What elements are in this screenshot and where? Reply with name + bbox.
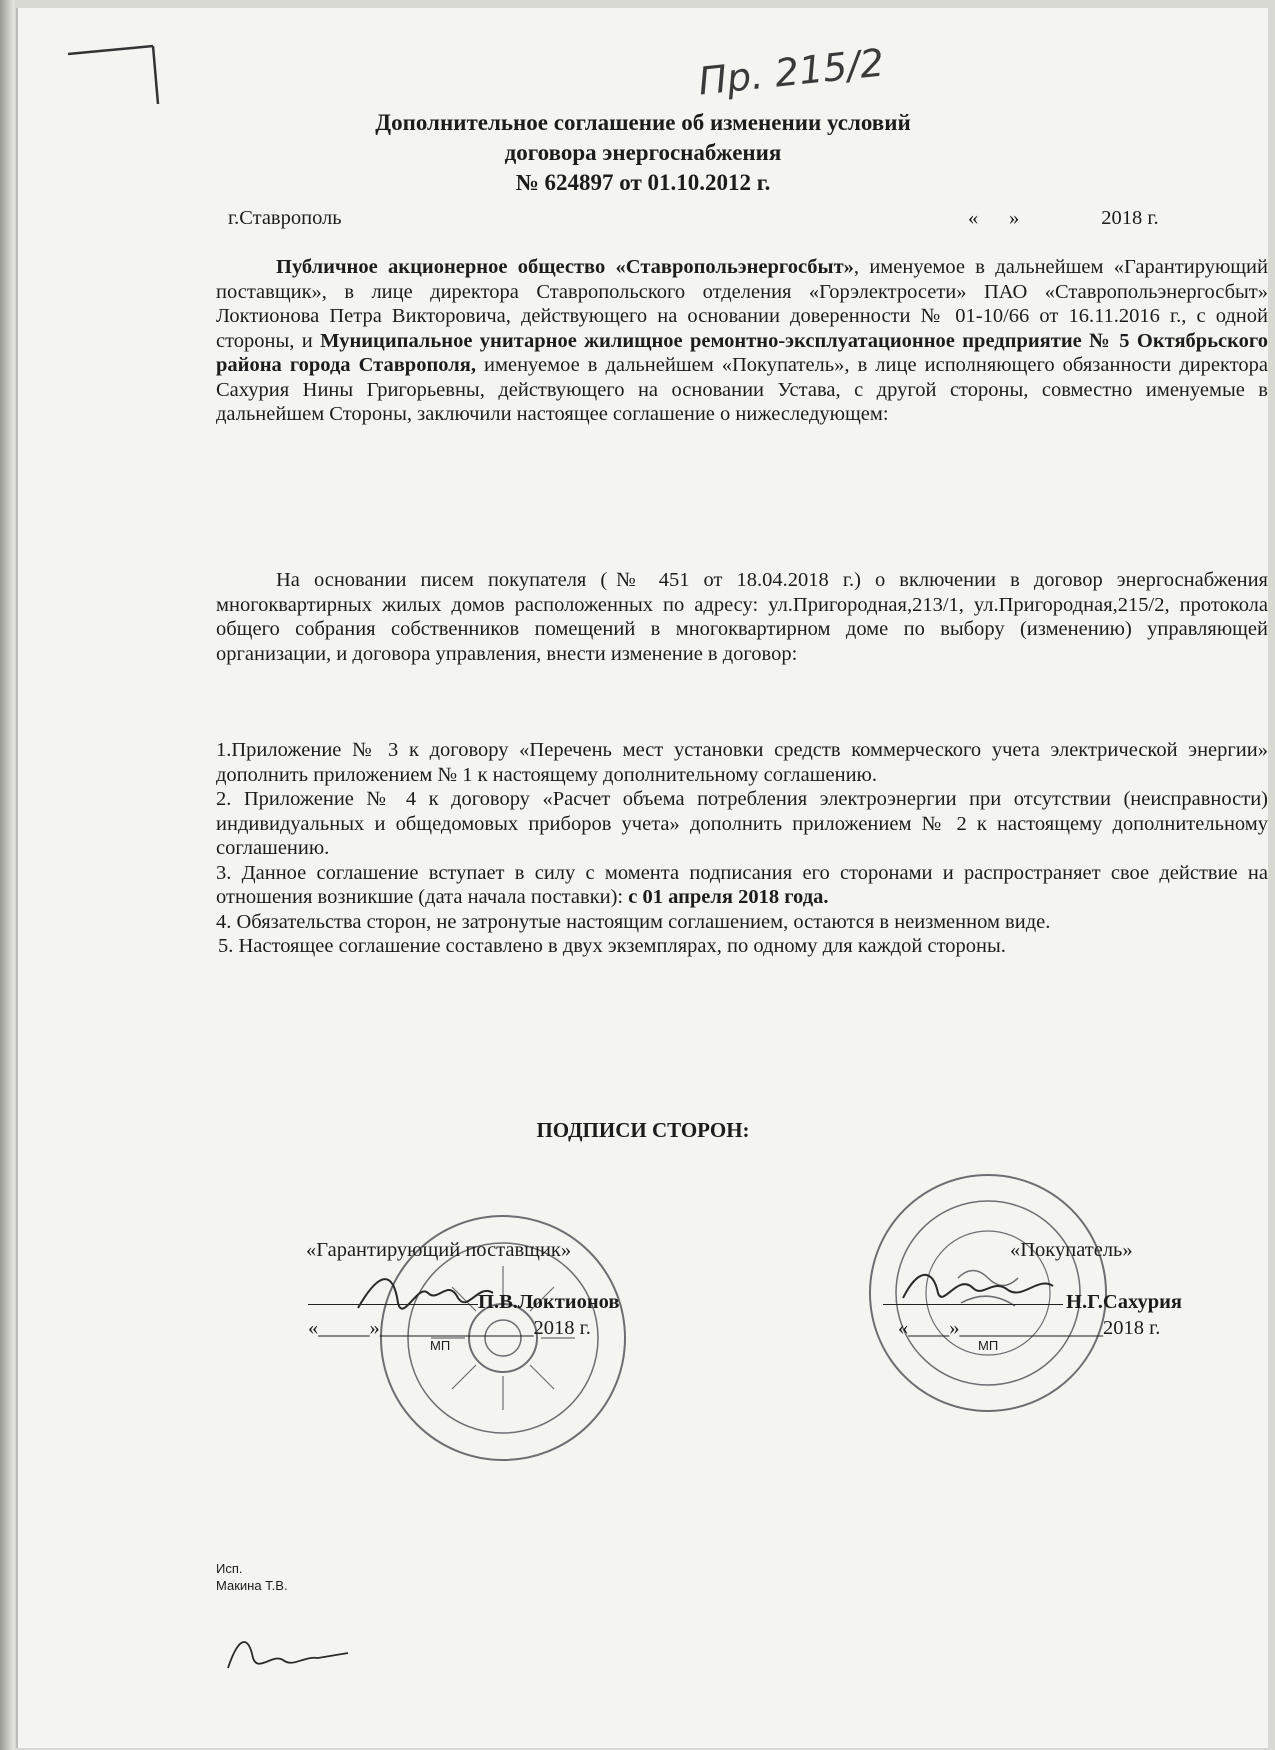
- executor-name: Макина Т.В.: [216, 1578, 288, 1593]
- term-3-text: 3. Данное соглашение вступает в силу с момента подписания его сторонами и распространяет свое действие на отношения возникшие (дата начала поставки):: [216, 861, 1268, 908]
- buyer-signature: [898, 1258, 1058, 1318]
- term-5: 5. Настоящее соглашение составлено в двух экземплярах, по одному для каждой стороны.: [218, 935, 1006, 957]
- date-blank: « » 2018 г.: [968, 207, 1159, 229]
- party2-name: Муниципальное унитарное жилищное ремонтно-эксплуатационное предприятие № 5 Октябрьского района города Ставрополя,: [216, 329, 1268, 376]
- doc-title-line2: договора энергоснабжения: [504, 140, 782, 165]
- buyer-name: Н.Г.Сахурия: [1066, 1291, 1183, 1313]
- supplier-name: П.В.Локтионов: [478, 1291, 620, 1313]
- document-page: [18, 8, 1268, 1748]
- intro-part1: , именуемое в дальнейшем «Гарантирующий поставщик», в лице директора Ставропольского отделения «Горэлектросети» ПАО «Ставропольэнергосбыт» Локтионова Петра Викторовича, действующего на основании доверенности № 01-10/66 от 16.11.2016 г., с одной стороны, и: [216, 256, 1268, 352]
- place: г.Ставрополь: [228, 207, 342, 229]
- buyer-date: «____»______________2018 г.: [898, 1317, 1161, 1339]
- terms-list: [216, 738, 1268, 959]
- term-3-date: с 01 апреля 2018 года.: [628, 886, 829, 908]
- supplier-signature: [348, 1263, 498, 1323]
- term-3: [216, 861, 1268, 910]
- buyer-mp: МП: [978, 1338, 999, 1353]
- doc-title-line1: Дополнительное соглашение об изменении условий: [375, 110, 911, 135]
- supplier-role: «Гарантирующий поставщик»: [306, 1239, 572, 1261]
- party1-name: Публичное акционерное общество «Ставропольэнергосбыт»: [276, 256, 854, 278]
- buyer-role: «Покупатель»: [1010, 1239, 1133, 1261]
- doc-title-line3: № 624897 от 01.10.2012 г.: [515, 170, 771, 195]
- basis-paragraph: На основании писем покупателя (№ 451 от 18.04.2018 г.) о включении в договор энергоснабжения многоквартирных жилых домов расположенных по адресу: ул.Пригородная,213/1, ул.Пригородная,215/2, протокола общего собрания собственников помещений в многоквартирном доме по выбору (изменению) управляющей организации, и договора управления, внести изменение в договор:: [216, 569, 1268, 665]
- executor-label: Исп.: [216, 1561, 243, 1576]
- intro-part2: именуемое в дальнейшем «Покупатель», в лице исполняющего обязанности директора Сахурия Нины Григорьевны, действующего на основании Устава, с другой стороны, совместно именуемые в дальнейшем Стороны, заключили настоящее соглашение о нижеследующем:: [216, 354, 1268, 425]
- intro-paragraph: [216, 255, 1268, 427]
- page-edge: [0, 0, 14, 1750]
- supplier-mp: МП: [430, 1338, 451, 1353]
- term-4: 4. Обязательства сторон, не затронутые настоящим соглашением, остаются в неизменном виде.: [216, 910, 1051, 933]
- term-2: 2. Приложение № 4 к договору «Расчет объема потребления электроэнергии при отсутствии (неисправности) индивидуальных и общедомовых приборов учета» дополнить приложением № 2 к настоящему дополнительному соглашению.: [216, 788, 1268, 859]
- executor-signature: [218, 1628, 358, 1683]
- handwritten-note: Пр. 215/2: [696, 40, 887, 104]
- corner-mark: [58, 34, 168, 104]
- signatures-title: ПОДПИСИ СТОРОН:: [536, 1118, 750, 1142]
- supplier-date: «_____»_______________2018 г.: [308, 1317, 591, 1339]
- term-1: 1.Приложение № 3 к договору «Перечень мест установки средств коммерческого учета электрической энергии» дополнить приложением № 1 к настоящему дополнительному соглашению.: [216, 739, 1268, 786]
